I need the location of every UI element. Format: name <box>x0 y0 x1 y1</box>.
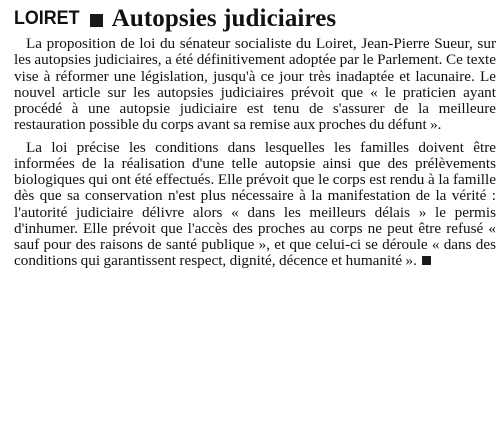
location-kicker: LOIRET <box>14 8 80 29</box>
end-of-article-square-icon <box>422 256 431 265</box>
article-paragraph-2-text: La loi précise les conditions dans lesquelles les familles doivent être informées de la réalisation d'une telle autopsie ainsi que des prélèvements biologiques qui ont été effectués. Elle prévoit que le corps est rendu à la famille dès que sa conservation n'est plus nécessaire à la manifestation de la vérité : l'autorité judiciaire délivre alors « dans les meilleurs délais » le permis d'inhumer. Elle prévoit que l'accès des proches au corps ne peut être refusé « sauf pour des raisons de santé publique », et que celui-ci se déroule « dans des conditions qui garantissent respect, dignité, décence et humanité ». <box>14 138 496 270</box>
square-bullet-icon <box>90 14 103 27</box>
article-paragraph-1: La proposition de loi du sénateur socialiste du Loiret, Jean-Pierre Sueur, sur les autopsies judiciaires, a été définitivement adoptée par le Parlement. Ce texte vise à réformer une législation, jusqu'à ce jour très inadaptée et lacunaire. Le nouvel article sur les autopsies judiciaires prévoit que « le praticien ayant procédé à une autopsie judiciaire est tenu de s'assurer de la meilleure restauration possible du corps avant sa remise aux proches du défunt ». <box>14 35 496 134</box>
article <box>14 2 496 270</box>
headline <box>14 2 496 36</box>
article-title: Autopsies judiciaires <box>111 5 337 32</box>
article-paragraph-2 <box>14 140 496 270</box>
